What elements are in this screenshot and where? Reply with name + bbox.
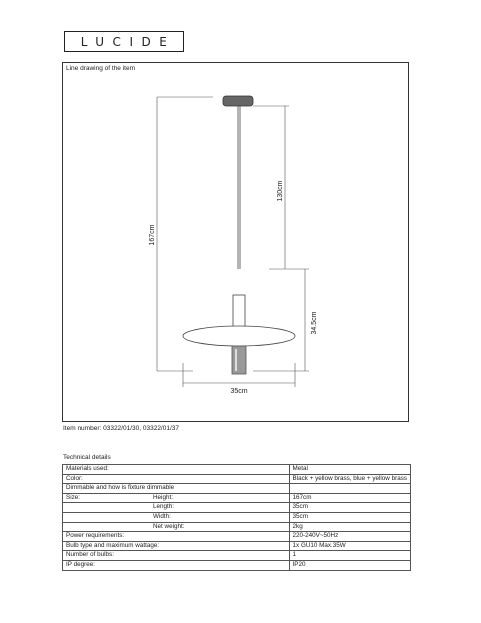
lamp-disc-shade bbox=[183, 326, 295, 346]
dimension-cable-length: 130cm bbox=[277, 180, 284, 202]
size-label: Size: bbox=[66, 493, 80, 501]
table-row bbox=[63, 493, 411, 503]
table-row bbox=[63, 551, 411, 561]
size-sublabel-height: Height: bbox=[153, 493, 173, 501]
table-row bbox=[63, 474, 411, 484]
row-label: Power requirements: bbox=[63, 532, 290, 542]
item-number: Item number: 03322/01/30, 03322/01/37 bbox=[63, 425, 180, 432]
row-label: Dimmable and how is fixture dimmable bbox=[63, 484, 290, 494]
row-value: IP20 bbox=[289, 560, 410, 570]
row-value: 35cm bbox=[289, 503, 410, 513]
row-value bbox=[289, 484, 410, 494]
row-value: 167cm bbox=[289, 493, 410, 503]
pendant-lamp-drawing bbox=[63, 63, 410, 423]
row-label: Materials used: bbox=[63, 465, 290, 475]
table-row bbox=[63, 484, 411, 494]
table-row bbox=[63, 560, 411, 570]
row-value: Black + yellow brass, blue + yellow brass bbox=[289, 474, 410, 484]
size-sublabel-width: Width: bbox=[63, 512, 290, 522]
row-label bbox=[63, 493, 290, 503]
row-label: Color: bbox=[63, 474, 290, 484]
dimension-total-height: 167cm bbox=[149, 224, 156, 246]
table-row bbox=[63, 532, 411, 542]
row-value: 2kg bbox=[289, 522, 410, 532]
brand-logo-text: LUCIDE bbox=[80, 34, 176, 49]
ceiling-canopy bbox=[223, 96, 253, 106]
table-row bbox=[63, 522, 411, 532]
row-value: Metal bbox=[289, 465, 410, 475]
table-row bbox=[63, 503, 411, 513]
row-value: 35cm bbox=[289, 512, 410, 522]
table-row bbox=[63, 465, 411, 475]
technical-details-table bbox=[62, 464, 411, 571]
row-value: 1 bbox=[289, 551, 410, 561]
size-sublabel-length: Length: bbox=[63, 503, 290, 513]
dimension-diameter: 35cm bbox=[230, 388, 248, 395]
row-value: 220-240V~50Hz bbox=[289, 532, 410, 542]
table-row bbox=[63, 512, 411, 522]
technical-details-title: Technical details bbox=[63, 454, 111, 461]
row-label: Number of bulbs: bbox=[63, 551, 290, 561]
line-drawing-panel bbox=[62, 62, 409, 422]
row-value: 1x GU10 Max.35W bbox=[289, 541, 410, 551]
drawing-caption: Line drawing of the item bbox=[66, 65, 136, 72]
brand-logo bbox=[64, 31, 184, 52]
row-label: IP degree: bbox=[63, 560, 290, 570]
lamp-lower-tube bbox=[232, 346, 246, 374]
table-row bbox=[63, 541, 411, 551]
row-label: Bulb type and maximum wattage: bbox=[63, 541, 290, 551]
size-sublabel-weight: Net weight: bbox=[63, 522, 290, 532]
dimension-body-height: 34.5cm bbox=[311, 311, 318, 335]
